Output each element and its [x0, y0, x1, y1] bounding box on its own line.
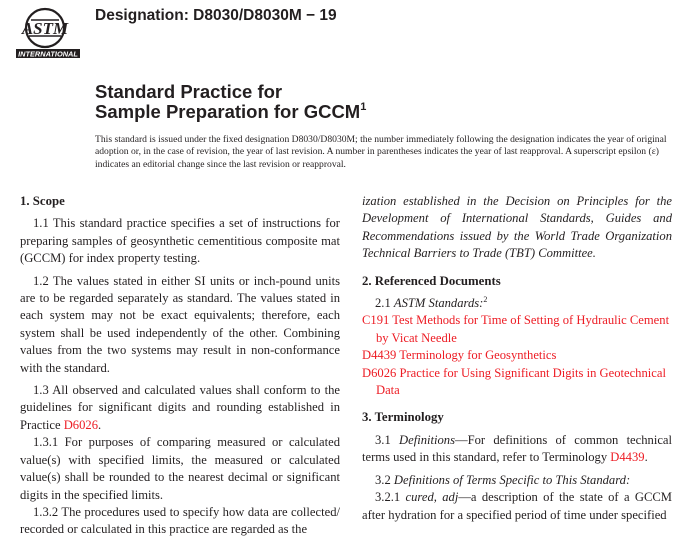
paragraph-3-2: 3.2 Definitions of Terms Specific to This Standard: — [375, 472, 631, 487]
title-line-2: Sample Preparation for GCCM$^1$ — [95, 101, 367, 122]
ref-item-c191[interactable]: C191 Test Methods for Time of Setting of Hydraulic Cement by Vicat Needle — [362, 313, 670, 345]
title-footnote-mark: 1 — [360, 101, 367, 113]
designation: Designation: D8030/D8030M − 19 — [95, 7, 337, 24]
svg-text:ASTM: ASTM — [21, 19, 69, 38]
astm-standards-label: 2.1 ASTM Standards:$^2$ — [375, 295, 488, 311]
paragraph-1-3-1: 1.3.1 For purposes of comparing measured or calculated value(s) with specified limits, the measured or calculated value(s) shall be rounded to the nearest decimal or significant digits in the specified limits. — [20, 435, 340, 502]
ref-link-d6026[interactable]: D6026 — [63, 417, 98, 432]
document-title — [95, 82, 366, 122]
referenced-documents-heading: 2. Referenced Documents — [362, 273, 501, 288]
terminology-heading: 3. Terminology — [362, 410, 444, 425]
paragraph-1-2: 1.2 The values stated in either SI units or inch-pound units are to be regarded separately as standard. The values stated in each system may not be exact equivalents; therefore, each system shall be used independently of the other. Combining values from the two systems may result in non-conformance with the standard. — [20, 273, 340, 375]
left-column — [20, 193, 340, 539]
paragraph-1-1: 1.1 This standard practice specifies a set of instructions for preparing samples of geosynthetic cementitious composite mat (GCCM) for index property testing. — [20, 216, 340, 266]
title-line-1: Standard Practice for — [95, 81, 283, 102]
issuance-notice: This standard is issued under the fixed designation D8030/D8030M; the number immediately following the designation indicates the year of original adoption or, in the case of revision, the year of last revision. A number in parentheses indicates the year of last reapproval. A superscript epsilon (ε) indicates an editorial change since the last revision or reapproval. — [95, 134, 667, 170]
right-column — [362, 193, 672, 524]
paragraph-3-1: 3.1 Definitions—For definitions of common technical terms used in this standard, refer to Terminology D4439. — [362, 432, 673, 465]
continuation-text: ization established in the Decision on Principles for the Development of International Standards, Guides and Recommendations issued by the World Trade Organization Technical Barriers to Trade (TBT) Committee. — [362, 194, 672, 261]
scope-heading: 1. Scope — [20, 194, 65, 208]
svg-text:INTERNATIONAL: INTERNATIONAL — [18, 49, 78, 59]
ref-link-d4439[interactable]: D4439 — [610, 450, 645, 465]
paragraph-3-2-1: 3.2.1 cured, adj—a description of the state of a GCCM after hydration for a specified period of time under specified — [362, 490, 672, 522]
paragraph-1-3: 1.3 All observed and calculated values shall conform to the guidelines for significant digits and rounding established in Practice D6026. — [20, 383, 340, 432]
ref-item-d6026[interactable]: D6026 Practice for Using Significant Digits in Geotechnical Data — [362, 365, 666, 398]
paragraph-1-3-2: 1.3.2 The procedures used to specify how data are collected/ recorded or calculated in this practice are regarded as the — [20, 504, 340, 537]
astm-logo — [14, 5, 84, 61]
ref-item-d4439[interactable]: D4439 Terminology for Geosynthetics — [362, 348, 557, 363]
